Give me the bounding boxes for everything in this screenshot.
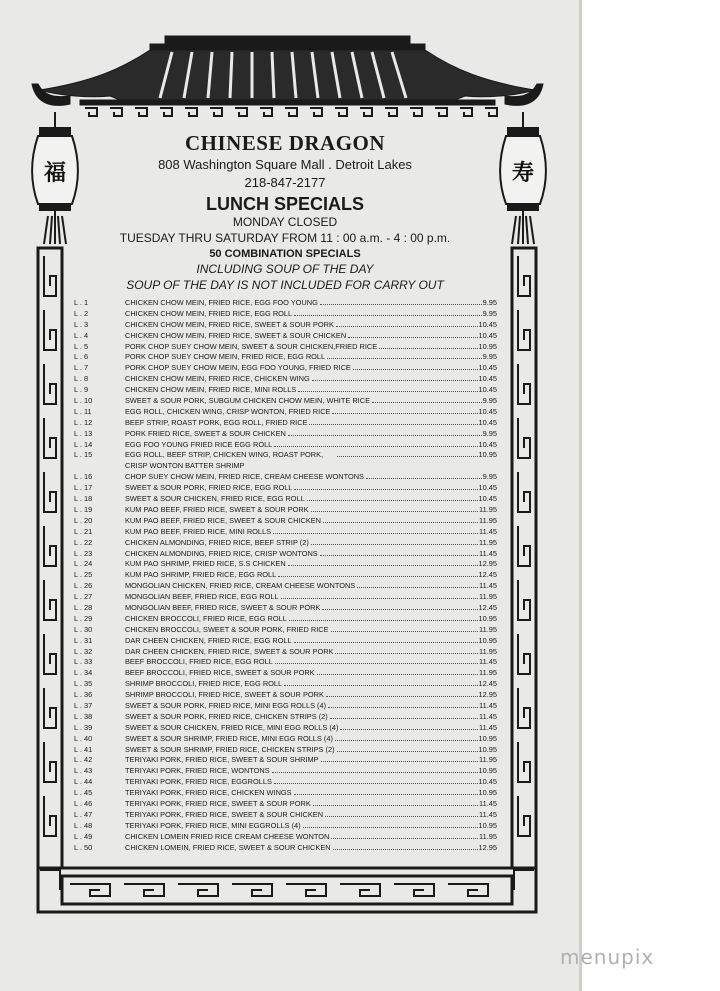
soup-note: INCLUDING SOUP OF THE DAY xyxy=(196,262,374,276)
menu-item-name: BEEF BROCCOLI, FRIED RICE, SWEET & SOUR PORK xyxy=(125,668,315,678)
dot-leader xyxy=(332,413,477,414)
menu-item-code: L . 2 xyxy=(74,308,89,318)
menu-item-code: L . 12 xyxy=(74,417,93,427)
menu-item-name: PORK CHOP SUEY CHOW MEIN, SWEET & SOUR CHICKEN,FRIED RICE xyxy=(125,341,378,351)
menu-item-name: CHICKEN CHOW MEIN, FRIED RICE, CHICKEN WING xyxy=(125,374,310,384)
menu-item xyxy=(74,429,497,440)
menu-item xyxy=(74,342,497,353)
menu-item-code: L . 23 xyxy=(74,548,93,558)
menu-item xyxy=(74,538,497,549)
menu-item-name: TERIYAKI PORK, FRIED RICE, CHICKEN WINGS xyxy=(125,788,292,798)
restaurant-name: CHINESE DRAGON xyxy=(184,131,386,155)
menu-item-code: L . 3 xyxy=(74,319,89,329)
menu-item-code: L . 46 xyxy=(74,798,93,808)
menu-item xyxy=(74,549,497,560)
dot-leader xyxy=(312,380,478,381)
menu-item-name: SHRIMP BROCCOLI, FRIED RICE, SWEET & SOUR PORK xyxy=(125,690,324,700)
menu-item-code: L . 15 xyxy=(74,450,93,460)
menu-item xyxy=(74,483,497,494)
menu-item-name: CHICKEN CHOW MEIN, FRIED RICE, SWEET & SOUR PORK xyxy=(125,319,334,329)
menu-item-name: CHOP SUEY CHOW MEIN, FRIED RICE, CREAM CHEESE WONTONS xyxy=(125,472,364,482)
dot-leader xyxy=(320,555,478,556)
dot-leader xyxy=(348,337,477,338)
menu-item-price: 10.95 xyxy=(478,733,497,743)
menu-item-code: L . 13 xyxy=(74,428,93,438)
dot-leader xyxy=(340,729,478,730)
menu-item xyxy=(74,298,497,309)
menu-item xyxy=(74,309,497,320)
menu-item-price: 10.45 xyxy=(478,439,497,449)
menu-item-price: 11.95 xyxy=(479,668,497,678)
restaurant-address: 808 Washington Square Mall . Detroit Lakes xyxy=(158,157,412,172)
menu-item xyxy=(74,363,497,374)
menu-item-name: CHICKEN BROCCOLI, FRIED RICE, EGG ROLL xyxy=(125,613,287,623)
menu-item-price: 11.45 xyxy=(479,711,497,721)
restaurant-phone: 218-847-2177 xyxy=(244,175,326,190)
menu-item xyxy=(74,668,497,679)
menu-item-code: L . 26 xyxy=(74,581,93,591)
menu-item-price: 10.95 xyxy=(478,341,497,351)
menu-item-name: DAR CHEEN CHICKEN, FRIED RICE, SWEET & SOUR PORK xyxy=(125,646,334,656)
menu-item-price: 10.95 xyxy=(478,820,497,830)
menu-item-price: 9.95 xyxy=(482,308,497,318)
menu-item-code: L . 39 xyxy=(74,722,93,732)
menu-item-price: 10.95 xyxy=(478,766,497,776)
menu-item-code: L . 30 xyxy=(74,624,93,634)
menu-item-name: DAR CHEEN CHICKEN, FRIED RICE, EGG ROLL xyxy=(125,635,292,645)
menu-item-name: CHICKEN BROCCOLI, SWEET & SOUR PORK, FRIED RICE xyxy=(125,624,329,634)
dot-leader xyxy=(294,315,481,316)
menu-item xyxy=(74,701,497,712)
dot-leader xyxy=(335,653,478,654)
carry-out-note: SOUP OF THE DAY IS NOT INCLUDED FOR CARRY OUT xyxy=(126,278,444,292)
menu-item-name: KUM PAO SHRIMP, FRIED RICE, S.S CHICKEN xyxy=(125,559,286,569)
closed-notice: MONDAY CLOSED xyxy=(232,215,338,229)
dot-leader xyxy=(289,620,478,621)
menu-item-price: 10.95 xyxy=(478,635,497,645)
menu-item-price: 10.95 xyxy=(478,613,497,623)
menu-item-code: L . 37 xyxy=(74,700,93,710)
menu-item-price: 10.45 xyxy=(478,406,497,416)
lunch-menu-list xyxy=(74,298,497,853)
menu-item-name: EGG ROLL, CHICKEN WING, CRISP WONTON, FRIED RICE xyxy=(125,406,331,416)
menu-item-price: 11.45 xyxy=(479,722,497,732)
menu-item-code: L . 47 xyxy=(74,809,93,819)
menu-item-code: L . 20 xyxy=(74,515,93,525)
menu-item-code: L . 40 xyxy=(74,733,93,743)
menu-item xyxy=(74,407,497,418)
menu-item-name: MONGOLIAN BEEF, FRIED RICE, SWEET & SOUR PORK xyxy=(125,602,321,612)
menu-item-price: 11.95 xyxy=(479,831,497,841)
menu-item xyxy=(74,690,497,701)
menu-item-price: 10.95 xyxy=(478,788,497,798)
menu-item-name: MONGOLIAN BEEF, FRIED RICE, EGG ROLL xyxy=(125,592,279,602)
pagoda-roof-icon xyxy=(32,36,543,116)
dot-leader xyxy=(372,402,482,403)
menu-item-name: SWEET & SOUR PORK, FRIED RICE, EGG ROLL xyxy=(125,483,293,493)
menu-item-name: BEEF STRIP, ROAST PORK, EGG ROLL, FRIED RICE xyxy=(125,417,308,427)
menu-item-code: L . 9 xyxy=(74,385,89,395)
menu-item-name: SWEET & SOUR PORK, SUBGUM CHICKEN CHOW MEIN, WHITE RICE xyxy=(125,396,371,406)
dot-leader xyxy=(331,631,479,632)
dot-leader xyxy=(326,696,478,697)
menu-item xyxy=(74,570,497,581)
menu-item-code: L . 27 xyxy=(74,592,93,602)
menu-item-name: TERIYAKI PORK, FRIED RICE, SWEET & SOUR SHRIMP xyxy=(125,755,319,765)
dot-leader xyxy=(323,522,478,523)
dot-leader xyxy=(303,827,478,828)
menu-item xyxy=(74,505,497,516)
menu-item-code: L . 6 xyxy=(74,352,89,362)
menu-item-name: EGG FOO YOUNG FRIED RICE EGG ROLL xyxy=(125,439,273,449)
menu-item-name: TERIYAKI PORK, FRIED RICE, EGGROLLS xyxy=(125,777,272,787)
dot-leader xyxy=(330,718,478,719)
dot-leader xyxy=(320,304,482,305)
dot-leader xyxy=(298,391,477,392)
menu-item-price: 11.95 xyxy=(479,504,497,514)
menu-item-price: 9.95 xyxy=(482,472,497,482)
menu-item-code: L . 35 xyxy=(74,679,93,689)
menu-item-name: CHICKEN LOMEIN FRIED RICE CREAM CHEESE WONTON xyxy=(125,831,330,841)
dot-leader xyxy=(328,707,478,708)
menu-item xyxy=(74,679,497,690)
menu-item-name: KUM PAO BEEF, FRIED RICE, SWEET & SOUR PORK xyxy=(125,504,309,514)
dot-leader xyxy=(307,500,478,501)
menu-item xyxy=(74,625,497,636)
menu-item-price: 12.45 xyxy=(478,679,497,689)
menu-item-code: L . 28 xyxy=(74,602,93,612)
menu-item-name: SHRIMP BROCCOLI, FRIED RICE, EGG ROLL xyxy=(125,679,283,689)
menu-item-price: 10.45 xyxy=(478,777,497,787)
menu-item-code: L . 1 xyxy=(74,298,89,307)
menu-item-code: L . 41 xyxy=(74,744,93,754)
menu-item xyxy=(74,843,497,854)
menu-item-code: L . 43 xyxy=(74,766,93,776)
menu-item xyxy=(74,559,497,570)
dot-leader xyxy=(335,740,478,741)
menu-item xyxy=(74,766,497,777)
menu-item-price: 11.45 xyxy=(479,526,497,536)
dot-leader xyxy=(313,805,478,806)
dot-leader xyxy=(322,609,477,610)
menu-item xyxy=(74,647,497,658)
menu-item-code: L . 5 xyxy=(74,341,89,351)
dot-leader xyxy=(294,794,478,795)
menu-item-name-line-2: CRISP WONTON BATTER SHRIMP xyxy=(125,461,245,471)
menu-item-code: L . 22 xyxy=(74,537,93,547)
menu-item-price: 10.45 xyxy=(478,417,497,427)
menu-item xyxy=(74,614,497,625)
menu-item-name: CHICKEN CHOW MEIN, FRIED RICE, EGG ROLL xyxy=(125,308,293,318)
menu-item-code: L . 31 xyxy=(74,635,93,645)
menu-item-name: MONGOLIAN CHICKEN, FRIED RICE, CREAM CHEESE WONTONS xyxy=(125,581,356,591)
dot-leader xyxy=(336,326,478,327)
dot-leader xyxy=(288,565,478,566)
menu-item-price: 11.95 xyxy=(479,515,497,525)
dot-leader xyxy=(337,456,478,457)
menu-item-price: 11.95 xyxy=(479,537,497,547)
menu-item-code: L . 16 xyxy=(74,472,93,482)
menu-item-price: 9.95 xyxy=(482,428,497,438)
menu-item-name: SWEET & SOUR SHRIMP, FRIED RICE, MINI EGG ROLLS (4) xyxy=(125,733,333,743)
menu-item xyxy=(74,799,497,810)
menu-item-code: L . 44 xyxy=(74,777,93,787)
menu-item-name: PORK FRIED RICE, SWEET & SOUR CHICKEN xyxy=(125,428,286,438)
menu-item xyxy=(74,592,497,603)
menu-item-name: CHICKEN CHOW MEIN, FRIED RICE, EGG FOO YOUNG xyxy=(125,298,318,307)
menu-item-name-line-1: EGG ROLL, BEEF STRIP, CHICKEN WING, ROAST PORK, xyxy=(125,450,324,460)
menu-item-price: 12.45 xyxy=(478,602,497,612)
menu-item-price: 10.45 xyxy=(478,330,497,340)
menu-item-name: CHICKEN CHOW MEIN, FRIED RICE, SWEET & SOUR CHICKEN xyxy=(125,330,347,340)
dot-leader xyxy=(273,533,478,534)
dot-leader xyxy=(327,358,481,359)
dot-leader xyxy=(284,685,477,686)
menu-item-code: L . 48 xyxy=(74,820,93,830)
menu-item xyxy=(74,745,497,756)
menu-item-code: L . 45 xyxy=(74,788,93,798)
menu-item-name: PORK CHOP SUEY CHOW MEIN, FRIED RICE, EGG ROLL xyxy=(125,352,326,362)
menu-item-code: L . 33 xyxy=(74,657,93,667)
menu-item xyxy=(74,755,497,766)
dot-leader xyxy=(366,478,482,479)
menu-item-code: L . 42 xyxy=(74,755,93,765)
menu-item xyxy=(74,810,497,821)
menu-item-code: L . 49 xyxy=(74,831,93,841)
dot-leader xyxy=(274,783,478,784)
dot-leader xyxy=(325,816,478,817)
menu-item-name: SWEET & SOUR PORK, FRIED RICE, CHICKEN STRIPS (2) xyxy=(125,711,328,721)
menu-item xyxy=(74,450,497,472)
dot-leader xyxy=(272,772,478,773)
opening-hours: TUESDAY THRU SATURDAY FROM 11 : 00 a.m. - 4 : 00 p.m. xyxy=(119,231,451,245)
menu-item-code: L . 10 xyxy=(74,396,93,406)
menu-item-price: 12.45 xyxy=(478,570,497,580)
menu-item xyxy=(74,734,497,745)
menu-item-name: CHICKEN CHOW MEIN, FRIED RICE, MINI ROLLS xyxy=(125,385,297,395)
menu-item xyxy=(74,494,497,505)
menu-item-price: 11.45 xyxy=(479,700,497,710)
menu-item-name: KUM PAO BEEF, FRIED RICE, MINI ROLLS xyxy=(125,526,272,536)
dot-leader xyxy=(274,446,477,447)
dot-leader xyxy=(353,369,478,370)
dot-leader xyxy=(317,674,478,675)
menu-item-code: L . 14 xyxy=(74,439,93,449)
menu-item-name xyxy=(125,450,335,472)
menu-item-code: L . 25 xyxy=(74,570,93,580)
menu-item-code: L . 50 xyxy=(74,842,93,852)
menu-item-code: L . 19 xyxy=(74,504,93,514)
menu-item xyxy=(74,636,497,647)
dot-leader xyxy=(288,435,482,436)
dot-leader xyxy=(331,838,478,839)
menu-item-price: 11.45 xyxy=(479,798,497,808)
menu-item-name: SWEET & SOUR PORK, FRIED RICE, MINI EGG ROLLS (4) xyxy=(125,700,327,710)
menu-item xyxy=(74,385,497,396)
menu-item-name: KUM PAO BEEF, FRIED RICE, SWEET & SOUR CHICKEN xyxy=(125,515,322,525)
menu-item-name: TERIYAKI PORK, FRIED RICE, SWEET & SOUR PORK xyxy=(125,798,311,808)
menu-item-price: 11.45 xyxy=(479,581,497,591)
menu-item-code: L . 29 xyxy=(74,613,93,623)
menu-item-price: 9.95 xyxy=(482,396,497,406)
menu-item xyxy=(74,788,497,799)
menu-item-code: L . 17 xyxy=(74,483,93,493)
menu-item-price: 12.95 xyxy=(478,842,497,852)
menu-item-price: 12.95 xyxy=(478,690,497,700)
dot-leader xyxy=(321,761,478,762)
menu-item xyxy=(74,832,497,843)
menu-item-name: SWEET & SOUR CHICKEN, FRIED RICE, EGG ROLL xyxy=(125,494,305,504)
dot-leader xyxy=(379,348,477,349)
menu-item xyxy=(74,352,497,363)
dot-leader xyxy=(311,544,478,545)
menu-item-price: 11.45 xyxy=(479,809,497,819)
menu-item-name: TERIYAKI PORK, FRIED RICE, MINI EGGROLLS (4) xyxy=(125,820,301,830)
menu-item-code: L . 18 xyxy=(74,494,93,504)
menu-item-name: PORK CHOP SUEY CHOW MEIN, EGG FOO YOUNG, FRIED RICE xyxy=(125,363,351,373)
menu-item-price: 11.95 xyxy=(479,592,497,602)
menu-item xyxy=(74,418,497,429)
menu-item xyxy=(74,374,497,385)
menu-item-price: 10.45 xyxy=(478,319,497,329)
menu-item-code: L . 24 xyxy=(74,559,93,569)
menu-item-name: CHICKEN LOMEIN, FRIED RICE, SWEET & SOUR CHICKEN xyxy=(125,842,331,852)
menu-item-price: 11.95 xyxy=(479,624,497,634)
menu-item-name: KUM PAO SHRIMP, FRIED RICE, EGG ROLL xyxy=(125,570,277,580)
right-lantern-character: 寿 xyxy=(512,160,535,186)
menu-item-code: L . 7 xyxy=(74,363,89,373)
dot-leader xyxy=(278,576,477,577)
menu-item-name: SWEET & SOUR CHICKEN, FRIED RICE, MINI EGG ROLLS (4) xyxy=(125,722,339,732)
menu-item-price: 10.45 xyxy=(478,494,497,504)
watermark-text: menupix xyxy=(560,945,655,969)
dot-leader xyxy=(309,424,477,425)
menu-title: LUNCH SPECIALS xyxy=(205,194,364,214)
dot-leader xyxy=(275,663,478,664)
menu-item-price: 10.95 xyxy=(478,450,497,460)
menu-item xyxy=(74,396,497,407)
menu-item-price: 9.95 xyxy=(482,298,497,307)
dot-leader xyxy=(294,489,477,490)
menu-item-name: TERIYAKI PORK, FRIED RICE, WONTONS xyxy=(125,766,270,776)
menu-item-name: TERIYAKI PORK, FRIED RICE, SWEET & SOUR CHICKEN xyxy=(125,809,324,819)
left-lantern-character: 福 xyxy=(44,160,67,186)
menu-item-name: CHICKEN ALMONDING, FRIED RICE, BEEF STRIP (2) xyxy=(125,537,309,547)
menu-item-price: 10.95 xyxy=(478,744,497,754)
menu-item-code: L . 34 xyxy=(74,668,93,678)
menu-item xyxy=(74,723,497,734)
menu-item xyxy=(74,440,497,451)
menu-item xyxy=(74,603,497,614)
menu-item xyxy=(74,657,497,668)
menu-item-name: SWEET & SOUR SHRIMP, FRIED RICE, CHICKEN STRIPS (2) xyxy=(125,744,335,754)
menu-item-code: L . 32 xyxy=(74,646,93,656)
dot-leader xyxy=(337,751,478,752)
dot-leader xyxy=(294,642,478,643)
menu-item-code: L . 8 xyxy=(74,374,89,384)
dot-leader xyxy=(357,587,478,588)
menu-item-price: 11.95 xyxy=(479,646,497,656)
menu-item xyxy=(74,516,497,527)
menu-item-price: 10.45 xyxy=(478,374,497,384)
menu-item-code: L . 38 xyxy=(74,711,93,721)
menu-item xyxy=(74,331,497,342)
menu-item xyxy=(74,320,497,331)
menu-item-price: 12.95 xyxy=(478,559,497,569)
menu-item-price: 11.45 xyxy=(479,657,497,667)
menu-item-name: CHICKEN ALMONDING, FRIED RICE, CRISP WONTONS xyxy=(125,548,318,558)
menu-item-code: L . 36 xyxy=(74,690,93,700)
menu-item-code: L . 4 xyxy=(74,330,89,340)
menu-item xyxy=(74,712,497,723)
menu-item-price: 9.95 xyxy=(482,352,497,362)
menu-item-price: 10.45 xyxy=(478,483,497,493)
menu-item-price: 11.95 xyxy=(479,755,497,765)
dot-leader xyxy=(311,511,478,512)
dot-leader xyxy=(333,849,478,850)
menu-item xyxy=(74,821,497,832)
combination-count: 50 COMBINATION SPECIALS xyxy=(209,248,361,260)
menu-item-code: L . 21 xyxy=(74,526,93,536)
menu-item-code: L . 11 xyxy=(74,406,92,416)
dot-leader xyxy=(281,598,478,599)
menu-item-price: 10.45 xyxy=(478,385,497,395)
menu-item-price: 11.45 xyxy=(479,548,497,558)
menu-item-price: 10.45 xyxy=(478,363,497,373)
menu-item xyxy=(74,527,497,538)
menu-item xyxy=(74,472,497,483)
menu-item-name: BEEF BROCCOLI, FRIED RICE, EGG ROLL xyxy=(125,657,273,667)
menu-item xyxy=(74,777,497,788)
menu-item xyxy=(74,581,497,592)
